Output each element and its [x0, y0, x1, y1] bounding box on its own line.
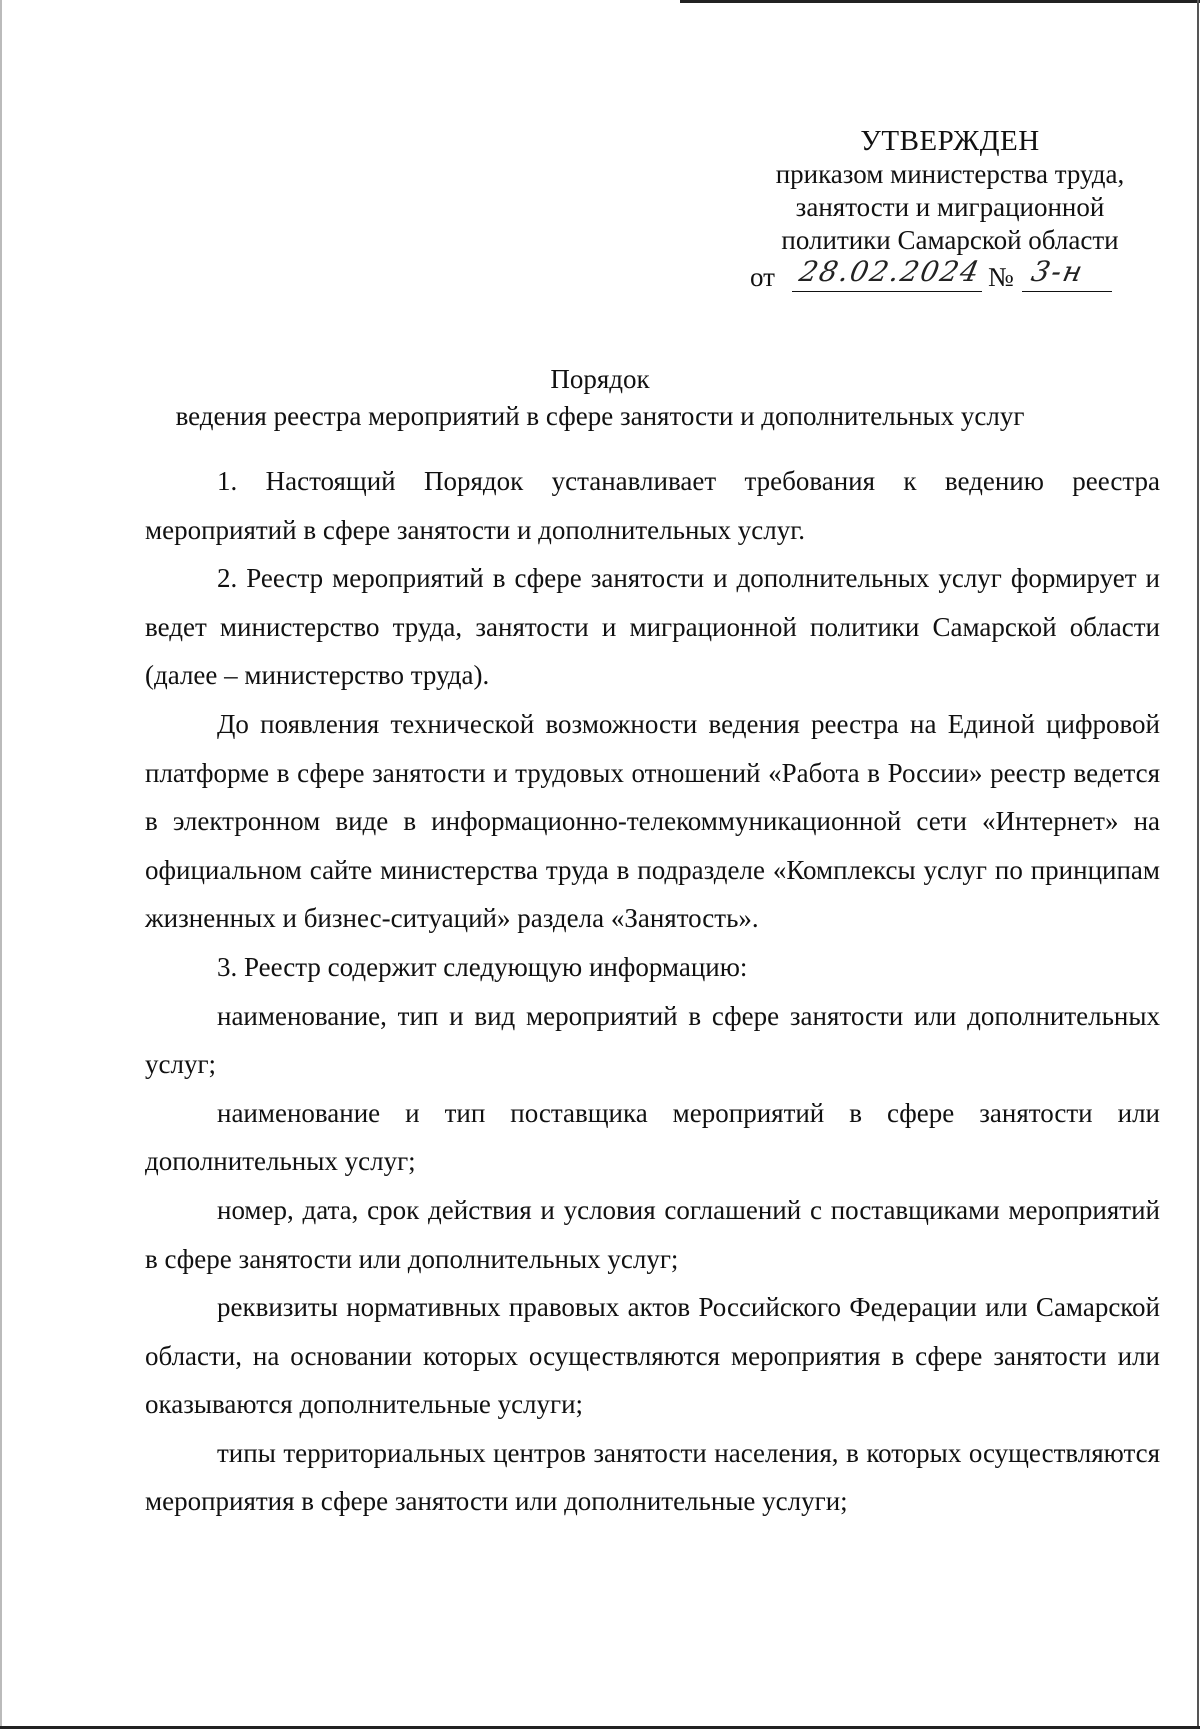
approval-line-3: политики Самарской области: [781, 225, 1119, 255]
paragraph: До появления технической возможности ведения реестра на Единой цифровой платформе в сфере занятости и трудовых отношений «Работа в России» реестр ведется в электронном виде в информационно-телекоммуникационной сети «Интернет» на официальном сайте министерства труда в подразделе «Комплексы услуг по принципам жизненных и бизнес-ситуаций» раздела «Занятость».: [145, 708, 1160, 934]
paragraph: 1. Настоящий Порядок устанавливает требования к ведению реестра мероприятий в сфере занятости и дополнительных услуг.: [145, 466, 1160, 545]
scan-edge-right: [1197, 0, 1199, 1729]
approval-line-2: занятости и миграционной: [795, 192, 1105, 222]
handwritten-date: 28.02.2024: [796, 255, 984, 288]
handwritten-number: 3-н: [1028, 255, 1088, 288]
paragraph: номер, дата, срок действия и условия соглашений с поставщиками мероприятий в сфере занятости или дополнительных услуг;: [145, 1194, 1160, 1274]
document-body: [145, 457, 1160, 1526]
paragraph: 3. Реестр содержит следующую информацию:: [217, 951, 748, 982]
paragraph: наименование и тип поставщика мероприятий в сфере занятости или дополнительных услуг;: [145, 1097, 1160, 1177]
document-subtitle: ведения реестра мероприятий в сфере занятости и дополнительных услуг: [175, 401, 1025, 431]
order-number-field: [1022, 255, 1112, 292]
from-label: от: [750, 262, 775, 292]
approval-stamp-block: [740, 125, 1160, 297]
document-title-block: [0, 361, 1200, 435]
scan-edge-top: [680, 0, 1200, 3]
order-date-number-line: [740, 257, 1160, 297]
scan-edge-left: [0, 0, 2, 1729]
number-sign: №: [988, 262, 1014, 292]
paragraph: реквизиты нормативных правовых актов Российского Федерации или Самарской области, на основании которых осуществляются мероприятия в сфере занятости или оказываются дополнительные услуги;: [145, 1292, 1160, 1420]
document-title: Порядок: [550, 364, 650, 394]
order-date-field: [792, 255, 984, 292]
approval-heading: УТВЕРЖДЕН: [860, 125, 1040, 157]
paragraph: типы территориальных центров занятости населения, в которых осуществляются мероприятия в сфере занятости или дополнительные услуги;: [145, 1437, 1160, 1517]
paragraph: 2. Реестр мероприятий в сфере занятости и дополнительных услуг формирует и ведет министерство труда, занятости и миграционной политики Самарской области (далее – министерство труда).: [145, 563, 1160, 691]
paragraph: наименование, тип и вид мероприятий в сфере занятости или дополнительных услуг;: [145, 1000, 1160, 1080]
approval-line-1: приказом министерства труда,: [775, 159, 1125, 189]
